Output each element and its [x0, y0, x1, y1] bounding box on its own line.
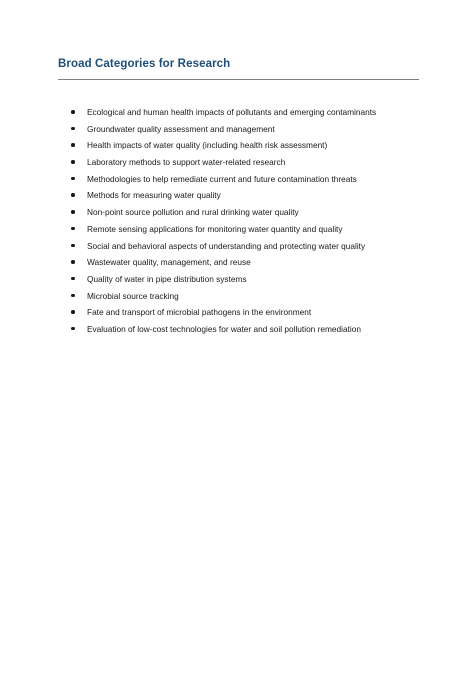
list-item-text: Methods for measuring water quality: [87, 190, 221, 201]
bullet-icon: [71, 244, 75, 248]
list-item-text: Evaluation of low-cost technologies for water and soil pollution remediation: [87, 323, 361, 334]
bullet-icon: [71, 160, 75, 164]
bullet-icon: [71, 227, 75, 231]
bullet-icon: [71, 310, 75, 314]
bullet-icon: [71, 327, 75, 331]
list-item-text: Remote sensing applications for monitoring water quantity and quality: [87, 223, 343, 234]
section-heading: Broad Categories for Research: [58, 58, 231, 70]
bullet-icon: [71, 193, 75, 197]
list-item-text: Non-point source pollution and rural drinking water quality: [87, 207, 299, 218]
heading-divider: [58, 79, 419, 80]
list-item-text: Laboratory methods to support water-related research: [87, 157, 286, 168]
list-item-text: Ecological and human health impacts of pollutants and emerging contaminants: [87, 107, 377, 117]
bullet-icon: [71, 294, 75, 298]
bullet-icon: [71, 143, 75, 147]
list-item-text: Fate and transport of microbial pathogens in the environment: [87, 307, 312, 318]
list-item-text: Wastewater quality, management, and reuse: [87, 257, 251, 268]
bullet-icon: [71, 110, 75, 114]
list-item-text: Social and behavioral aspects of understanding and protecting water quality: [87, 240, 366, 251]
list-item-text: Methodologies to help remediate current and future contamination threats: [87, 173, 357, 184]
bullet-icon: [71, 127, 75, 131]
list-item-text: Microbial source tracking: [87, 290, 179, 301]
list-item-text: Quality of water in pipe distribution systems: [87, 273, 247, 284]
bullet-icon: [71, 260, 75, 264]
list-item-text: Health impacts of water quality (including health risk assessment): [87, 140, 328, 151]
bullet-icon: [71, 277, 75, 281]
bullet-icon: [71, 177, 75, 181]
bullet-icon: [71, 210, 75, 214]
list-item-text: Groundwater quality assessment and management: [87, 123, 275, 134]
